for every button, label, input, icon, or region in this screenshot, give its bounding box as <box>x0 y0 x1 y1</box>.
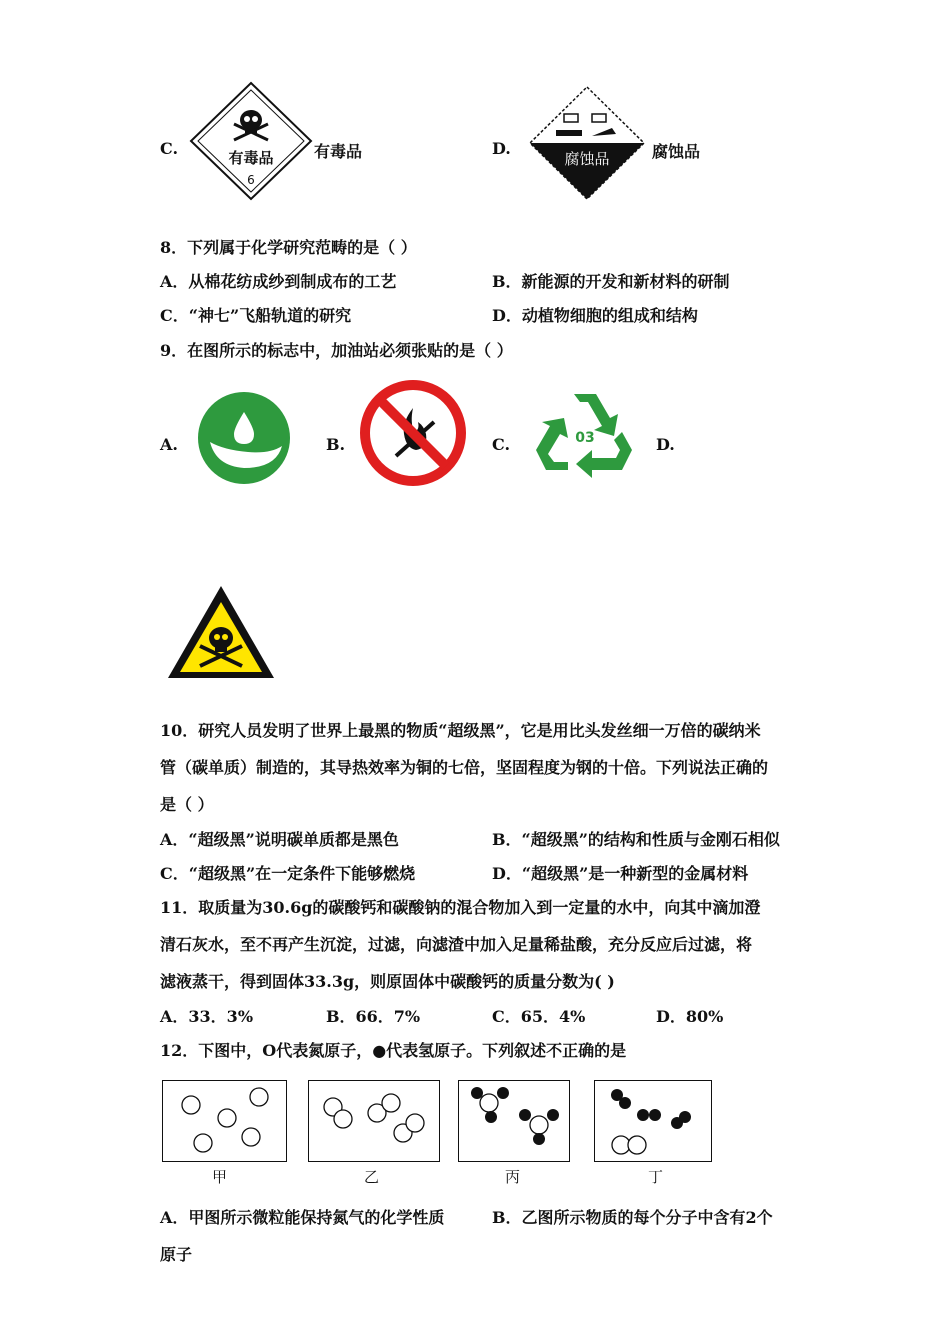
toxic-diamond-icon <box>188 80 314 202</box>
q9-label-a: A. <box>160 435 178 454</box>
nitrogen-molecules-figure <box>309 1081 439 1161</box>
panel-label-yi: 乙 <box>364 1168 380 1186</box>
q11-line-1: 11．取质量为30.6g的碳酸钙和碳酸钠的混合物加入到一定量的水中，向其中滴加澄 <box>160 898 761 917</box>
q12-stem: 12．下图中，O代表氮原子，●代表氢原子。下列叙述不正确的是 <box>160 1041 627 1060</box>
toxic-sign-text: 有毒品 <box>228 149 274 167</box>
q9-label-d: D. <box>656 435 675 454</box>
nitrogen-atoms-figure <box>163 1081 286 1161</box>
water-saving-icon <box>196 390 292 486</box>
q11-option-b: B．66．7% <box>326 1007 421 1026</box>
q8-option-d: D．动植物细胞的组成和结构 <box>492 306 698 325</box>
q10-option-d: D．“超级黑”是一种新型的金属材料 <box>492 864 749 883</box>
q7-option-d-letter: D. <box>492 139 511 158</box>
q10-line-2: 管（碳单质）制造的，其导热效率为铜的七倍，坚固程度为钢的十倍。下列说法正确的 <box>160 758 769 777</box>
ammonia-molecules-figure <box>459 1081 569 1161</box>
q11-option-c: C．65．4% <box>492 1007 586 1026</box>
particle-panel-ding <box>594 1080 712 1162</box>
q9-label-c: C. <box>492 435 511 454</box>
poison-warning-icon <box>164 582 278 682</box>
q10-option-c: C．“超级黑”在一定条件下能够燃烧 <box>160 864 416 883</box>
q10-line-3: 是（ ） <box>160 795 214 814</box>
q11-line-3: 滤液蒸干，得到固体33.3g，则原固体中碳酸钙的质量分数为( ) <box>160 972 615 991</box>
q11-line-2: 清石灰水，至不再产生沉淀，过滤，向滤渣中加入足量稀盐酸，充分反应后过滤，将 <box>160 935 753 954</box>
toxic-sign-number: 6 <box>247 173 255 187</box>
panel-label-ding: 丁 <box>648 1168 664 1186</box>
q9-stem: 9．在图所示的标志中，加油站必须张贴的是（ ） <box>160 341 513 360</box>
q10-option-a: A．“超级黑”说明碳单质都是黑色 <box>160 830 399 849</box>
q12-option-b: B．乙图所示物质的每个分子中含有2个 <box>492 1208 773 1227</box>
q11-option-a: A．33．3% <box>160 1007 254 1026</box>
q10-option-b: B．“超级黑”的结构和性质与金刚石相似 <box>492 830 780 849</box>
q8-option-a: A．从棉花纺成纱到制成布的工艺 <box>160 272 397 291</box>
particle-panel-jia <box>162 1080 287 1162</box>
q12-option-a: A．甲图所示微粒能保持氮气的化学性质 <box>160 1208 445 1227</box>
q10-line-1: 10．研究人员发明了世界上最黑的物质“超级黑”，它是用比头发丝细一万倍的碳纳米 <box>160 721 761 740</box>
particle-panel-bing <box>458 1080 570 1162</box>
q7-option-c-letter: C. <box>160 139 179 158</box>
q8-stem: 8．下列属于化学研究范畴的是（ ） <box>160 238 417 257</box>
particle-panel-yi <box>308 1080 440 1162</box>
q11-option-d: D．80% <box>656 1007 724 1026</box>
mixed-molecules-figure <box>595 1081 711 1161</box>
recycle-code: 03 <box>575 430 595 446</box>
q12-option-b-continued: 原子 <box>160 1245 193 1264</box>
corrosive-diamond-icon <box>526 84 648 202</box>
q7-option-d-text: 腐蚀品 <box>652 142 701 161</box>
q8-option-b: B．新能源的开发和新材料的研制 <box>492 272 730 291</box>
corrosive-sign-text: 腐蚀品 <box>564 150 610 168</box>
panel-label-bing: 丙 <box>505 1168 521 1186</box>
q8-option-c: C．“神七”飞船轨道的研究 <box>160 306 352 325</box>
q9-label-b: B. <box>326 435 346 454</box>
no-fire-icon <box>358 378 468 488</box>
q7-option-c-text: 有毒品 <box>314 142 363 161</box>
panel-label-jia: 甲 <box>212 1168 228 1186</box>
recycle-icon <box>532 384 638 480</box>
